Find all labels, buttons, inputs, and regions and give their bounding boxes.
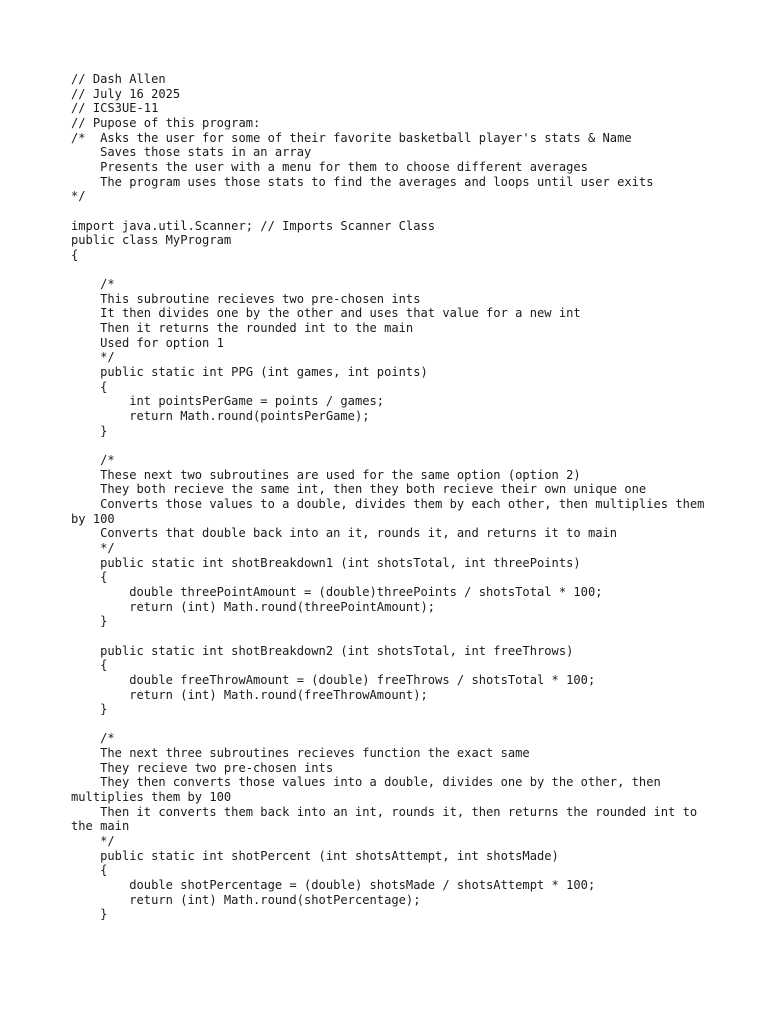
code-line: return (int) Math.round(shotPercentage); bbox=[71, 892, 421, 907]
code-line: { bbox=[71, 247, 79, 262]
code-line: double freeThrowAmount = (double) freeThrows / shotsTotal * 100; bbox=[71, 672, 596, 687]
code-line: Converts that double back into an it, rounds it, and returns it to main bbox=[71, 526, 618, 541]
code-line: return (int) Math.round(threePointAmount); bbox=[71, 599, 436, 614]
code-line: public static int shotBreakdown1 (int shotsTotal, int threePoints) bbox=[71, 555, 581, 570]
code-line: */ bbox=[71, 540, 115, 555]
code-line: They then converts those values into a double, divides one by the other, then multiplies them by 100 bbox=[71, 775, 669, 805]
code-line: public class MyProgram bbox=[71, 233, 232, 248]
code-line: /* bbox=[71, 277, 115, 292]
code-line: // Dash Allen bbox=[71, 72, 166, 86]
code-line bbox=[71, 204, 711, 219]
code-line: Used for option 1 bbox=[71, 335, 224, 350]
code-line: { bbox=[71, 658, 108, 673]
code-line: /* bbox=[71, 453, 115, 468]
code-line: { bbox=[71, 863, 108, 878]
code-line: double shotPercentage = (double) shotsMade / shotsAttempt * 100; bbox=[71, 878, 596, 893]
code-line: Converts those values to a double, divides them by each other, then multiplies them by 100 bbox=[71, 496, 712, 526]
code-line: public static int shotBreakdown2 (int shotsTotal, int freeThrows) bbox=[71, 643, 574, 658]
code-line: // Pupose of this program: bbox=[71, 115, 261, 130]
code-line: */ bbox=[71, 834, 115, 849]
code-line: These next two subroutines are used for the same option (option 2) bbox=[71, 467, 581, 482]
code-line: public static int shotPercent (int shotsAttempt, int shotsMade) bbox=[71, 848, 559, 863]
code-line: They both recieve the same int, then they both recieve their own unique one bbox=[71, 482, 647, 497]
code-listing bbox=[71, 72, 711, 922]
code-line: public static int PPG (int games, int points) bbox=[71, 365, 428, 380]
code-line: return Math.round(pointsPerGame); bbox=[71, 409, 370, 424]
code-line: Presents the user with a menu for them to choose different averages bbox=[71, 159, 588, 174]
code-line: } bbox=[71, 423, 108, 438]
code-line: Saves those stats in an array bbox=[71, 145, 312, 160]
code-line: // ICS3UE-11 bbox=[71, 101, 159, 116]
code-line: double threePointAmount = (double)threePoints / shotsTotal * 100; bbox=[71, 584, 603, 599]
code-line: The program uses those stats to find the averages and loops until user exits bbox=[71, 174, 654, 189]
code-line: import java.util.Scanner; // Imports Scanner Class bbox=[71, 218, 436, 233]
code-line: Then it returns the rounded int to the main bbox=[71, 321, 414, 336]
code-line: int pointsPerGame = points / games; bbox=[71, 394, 385, 409]
code-line: { bbox=[71, 570, 108, 585]
code-line bbox=[71, 263, 711, 278]
code-line bbox=[71, 717, 711, 732]
code-line: // July 16 2025 bbox=[71, 86, 181, 101]
code-line: /* bbox=[71, 731, 115, 746]
code-line bbox=[71, 438, 711, 453]
code-line bbox=[71, 629, 711, 644]
code-line: { bbox=[71, 379, 108, 394]
code-line: Then it converts them back into an int, rounds it, then returns the rounded int to the main bbox=[71, 804, 705, 834]
code-line: The next three subroutines recieves function the exact same bbox=[71, 746, 530, 761]
code-line: */ bbox=[71, 350, 115, 365]
code-line: /* Asks the user for some of their favorite basketball player's stats & Name bbox=[71, 130, 632, 145]
code-line: } bbox=[71, 702, 108, 717]
code-line: It then divides one by the other and uses that value for a new int bbox=[71, 306, 581, 321]
code-line: } bbox=[71, 907, 108, 922]
code-line: This subroutine recieves two pre-chosen ints bbox=[71, 291, 421, 306]
code-line: */ bbox=[71, 189, 86, 204]
code-line: They recieve two pre-chosen ints bbox=[71, 760, 334, 775]
code-line: } bbox=[71, 614, 108, 629]
code-line: return (int) Math.round(freeThrowAmount); bbox=[71, 687, 428, 702]
